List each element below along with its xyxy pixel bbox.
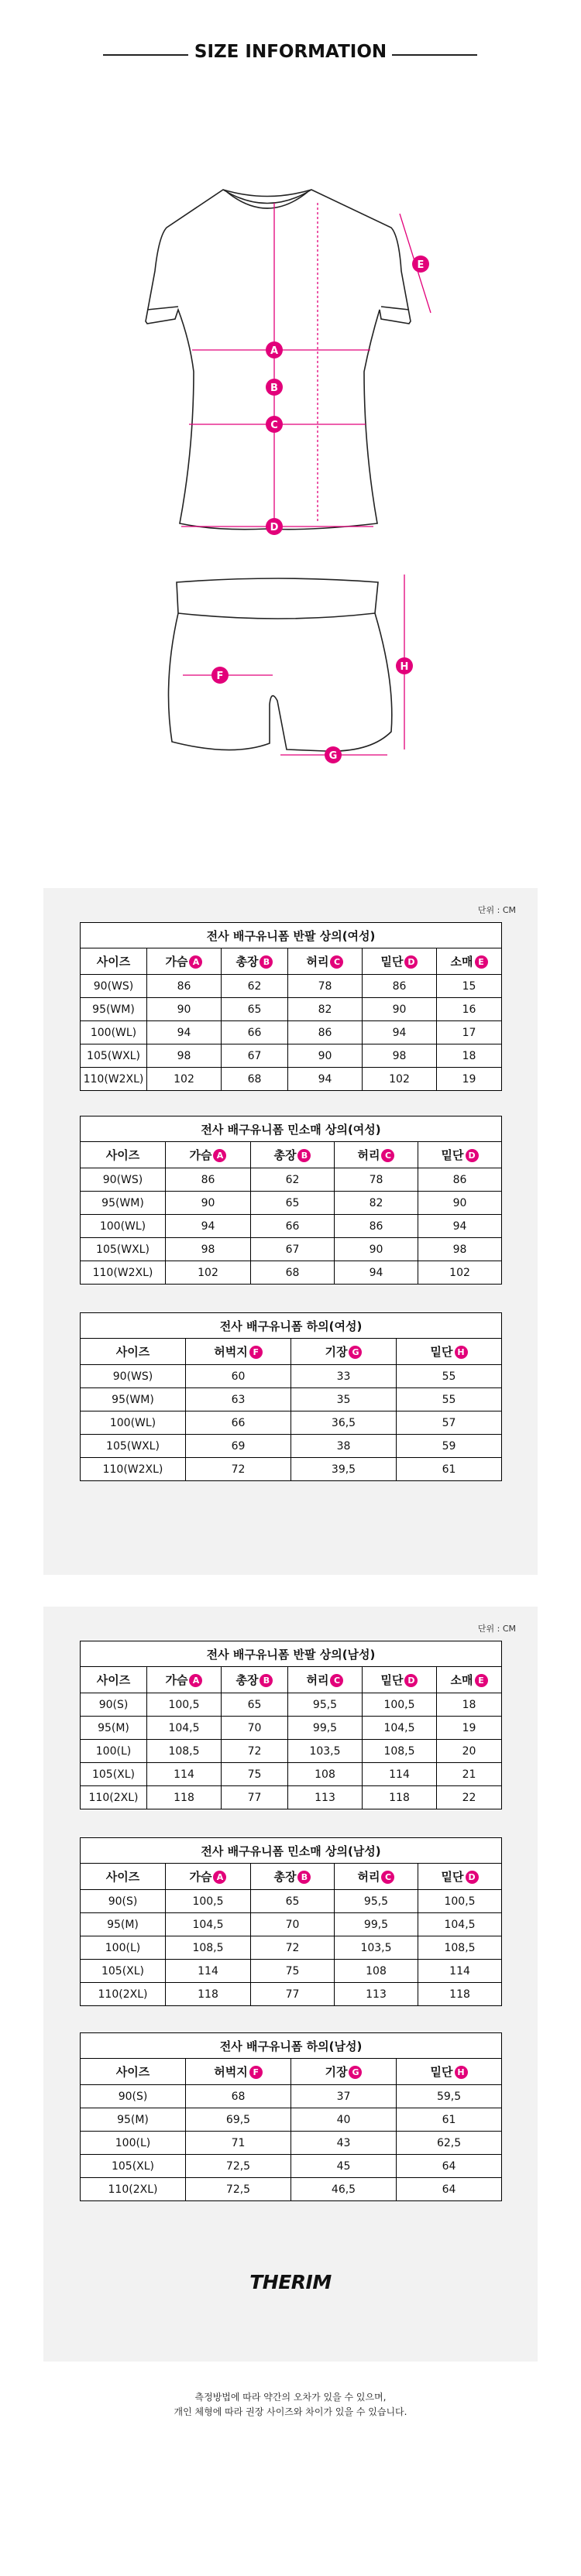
column-header-label: 가슴: [189, 1870, 212, 1884]
column-header: [147, 1667, 222, 1693]
table-row: [81, 2155, 502, 2178]
measure-cell: 86: [418, 1168, 502, 1192]
tshirt-drawing: [146, 190, 411, 530]
table-row: [81, 1435, 502, 1458]
table-row: [81, 975, 502, 998]
column-header: [147, 948, 222, 975]
size-cell: 90(S): [81, 2085, 186, 2108]
measure-badge: C: [381, 1149, 394, 1162]
size-table: [80, 922, 502, 1091]
column-header-label: 허리: [357, 1148, 380, 1162]
table-caption: 전사 배구유니폼 하의(남성): [81, 2033, 502, 2059]
measure-cell: 86: [147, 975, 222, 998]
size-cell: 100(L): [81, 1740, 147, 1763]
measure-cell: 114: [147, 1763, 222, 1786]
measure-cell: 86: [166, 1168, 251, 1192]
measure-cell: 90: [418, 1192, 502, 1215]
measure-badges: [211, 256, 429, 763]
measure-cell: 62: [222, 975, 288, 998]
measure-cell: 33: [291, 1365, 397, 1388]
measure-cell: 98: [363, 1044, 437, 1068]
brand-logo: THERIM: [249, 2271, 332, 2293]
column-header-label: 허벅지: [214, 1345, 248, 1359]
measure-cell: 94: [335, 1261, 418, 1285]
measure-cell: 104,5: [147, 1717, 222, 1740]
column-header: [418, 1864, 502, 1890]
column-header-label: 기장: [325, 2065, 348, 2079]
measure-cell: 68: [186, 2085, 291, 2108]
size-cell: 90(WS): [81, 1365, 186, 1388]
measure-badge: F: [249, 2066, 263, 2079]
size-table: [80, 1641, 502, 1809]
measure-cell: 18: [437, 1693, 502, 1717]
measure-cell: 104,5: [363, 1717, 437, 1740]
size-cell: 100(WL): [81, 1411, 186, 1435]
measure-cell: 118: [363, 1786, 437, 1809]
measure-cell: 90: [335, 1238, 418, 1261]
column-header-label: 허리: [306, 955, 329, 969]
measure-cell: 98: [418, 1238, 502, 1261]
measure-cell: 118: [418, 1983, 502, 2006]
measure-cell: 98: [147, 1044, 222, 1068]
measure-cell: 86: [288, 1021, 363, 1044]
measure-cell: 108: [288, 1763, 363, 1786]
column-header: [335, 1142, 418, 1168]
size-cell: 110(2XL): [81, 1786, 147, 1809]
measure-badge: G: [349, 1346, 362, 1359]
measure-cell: 108,5: [147, 1740, 222, 1763]
column-header-label: 총장: [273, 1870, 297, 1884]
column-header: [166, 1142, 251, 1168]
measure-cell: 72,5: [186, 2178, 291, 2201]
svg-text:B: B: [270, 382, 278, 394]
table-caption: 전사 배구유니폼 하의(여성): [81, 1313, 502, 1339]
measure-cell: 67: [251, 1238, 335, 1261]
table-row: [81, 1763, 502, 1786]
table-row: [81, 2108, 502, 2132]
measure-cell: 70: [251, 1913, 335, 1936]
unit-label: 단위 : CM: [477, 1624, 516, 1634]
measure-cell: 94: [363, 1021, 437, 1044]
column-header-label: 허벅지: [214, 2065, 248, 2079]
measure-cell: 86: [335, 1215, 418, 1238]
measure-cell: 57: [397, 1411, 502, 1435]
column-header: [251, 1142, 335, 1168]
measure-cell: 95,5: [335, 1890, 418, 1913]
column-header: [81, 1339, 186, 1365]
svg-text:A: A: [270, 345, 279, 357]
table-row: [81, 1740, 502, 1763]
table-row: [81, 1411, 502, 1435]
size-cell: 95(WM): [81, 1388, 186, 1411]
size-cell: 95(WM): [81, 1192, 166, 1215]
measure-cell: 65: [251, 1890, 335, 1913]
size-cell: 90(S): [81, 1693, 147, 1717]
size-cell: 105(XL): [81, 2155, 186, 2178]
measure-cell: 103,5: [335, 1936, 418, 1960]
footer-note: 측정방법에 따라 약간의 오차가 있을 수 있으며,: [194, 2392, 387, 2403]
svg-text:E: E: [417, 259, 425, 271]
measure-cell: 108: [335, 1960, 418, 1983]
size-cell: 90(S): [81, 1890, 166, 1913]
column-header-label: 허리: [306, 1673, 329, 1687]
garment-illustration: [0, 0, 581, 836]
measure-cell: 94: [418, 1215, 502, 1238]
measure-badge: A: [189, 955, 202, 969]
table-row: [81, 1044, 502, 1068]
table-row: [81, 1192, 502, 1215]
measure-badge: C: [381, 1871, 394, 1884]
measure-badge: D: [404, 955, 418, 969]
measure-cell: 94: [147, 1021, 222, 1044]
column-header-label: 총장: [235, 955, 259, 969]
measure-cell: 18: [437, 1044, 502, 1068]
measure-cell: 100,5: [363, 1693, 437, 1717]
table-row: [81, 1261, 502, 1285]
column-header: [363, 1667, 437, 1693]
measure-cell: 104,5: [418, 1913, 502, 1936]
column-header: [166, 1864, 251, 1890]
measure-cell: 113: [288, 1786, 363, 1809]
column-header: [397, 2059, 502, 2085]
measure-badge: B: [260, 955, 273, 969]
table-row: [81, 1717, 502, 1740]
measure-cell: 59,5: [397, 2085, 502, 2108]
measure-cell: 104,5: [166, 1913, 251, 1936]
measure-badge: E: [475, 1674, 488, 1687]
svg-text:H: H: [400, 661, 409, 673]
measure-cell: 68: [251, 1261, 335, 1285]
measure-cell: 72,5: [186, 2155, 291, 2178]
measure-cell: 90: [147, 998, 222, 1021]
measure-cell: 82: [288, 998, 363, 1021]
measure-cell: 40: [291, 2108, 397, 2132]
measure-cell: 69,5: [186, 2108, 291, 2132]
column-header-label: 가슴: [189, 1148, 212, 1162]
measure-cell: 55: [397, 1365, 502, 1388]
measure-badge: C: [330, 955, 343, 969]
column-header-label: 밑단: [380, 1673, 404, 1687]
measure-cell: 77: [251, 1983, 335, 2006]
size-cell: 95(M): [81, 1913, 166, 1936]
size-cell: 105(WXL): [81, 1238, 166, 1261]
column-header: [81, 1142, 166, 1168]
measure-cell: 37: [291, 2085, 397, 2108]
column-header: [81, 948, 147, 975]
column-header: [288, 948, 363, 975]
measure-cell: 69: [186, 1435, 291, 1458]
measure-cell: 99,5: [335, 1913, 418, 1936]
measure-cell: 62,5: [397, 2132, 502, 2155]
size-cell: 110(W2XL): [81, 1068, 147, 1091]
size-cell: 105(WXL): [81, 1044, 147, 1068]
measure-cell: 17: [437, 1021, 502, 1044]
column-header-label: 소매: [450, 955, 473, 969]
table-caption: 전사 배구유니폼 반팔 상의(남성): [81, 1641, 502, 1667]
svg-text:G: G: [328, 750, 338, 762]
size-cell: 105(XL): [81, 1763, 147, 1786]
shorts-drawing: [169, 578, 392, 751]
column-header-label: 사이즈: [105, 1870, 140, 1884]
column-header: [418, 1142, 502, 1168]
measure-badge: B: [297, 1871, 311, 1884]
table-row: [81, 1913, 502, 1936]
column-header-label: 밑단: [430, 2065, 453, 2079]
table-row: [81, 1693, 502, 1717]
measure-cell: 66: [186, 1411, 291, 1435]
column-header: [81, 2059, 186, 2085]
column-header: [291, 2059, 397, 2085]
svg-text:C: C: [270, 420, 278, 431]
column-header: [186, 2059, 291, 2085]
measure-cell: 55: [397, 1388, 502, 1411]
measure-cell: 102: [147, 1068, 222, 1091]
size-cell: 90(WS): [81, 975, 147, 998]
size-table: [80, 1837, 502, 2006]
measure-cell: 78: [335, 1168, 418, 1192]
size-cell: 100(L): [81, 2132, 186, 2155]
column-header: [397, 1339, 502, 1365]
svg-text:D: D: [270, 522, 279, 533]
column-header: [186, 1339, 291, 1365]
measure-badge: E: [475, 955, 488, 969]
table-caption: 전사 배구유니폼 반팔 상의(여성): [81, 923, 502, 948]
table-row: [81, 1168, 502, 1192]
measure-cell: 20: [437, 1740, 502, 1763]
measure-cell: 118: [147, 1786, 222, 1809]
measure-cell: 75: [251, 1960, 335, 1983]
measure-cell: 72: [251, 1936, 335, 1960]
measure-cell: 70: [222, 1717, 288, 1740]
column-header-label: 가슴: [165, 955, 188, 969]
column-header-label: 총장: [273, 1148, 297, 1162]
measure-cell: 99,5: [288, 1717, 363, 1740]
measure-cell: 66: [251, 1215, 335, 1238]
column-header-label: 총장: [235, 1673, 259, 1687]
measure-cell: 59: [397, 1435, 502, 1458]
table-row: [81, 1215, 502, 1238]
measure-cell: 64: [397, 2155, 502, 2178]
size-cell: 95(M): [81, 2108, 186, 2132]
measure-cell: 61: [397, 2108, 502, 2132]
measure-cell: 62: [251, 1168, 335, 1192]
measure-badge: F: [249, 1346, 263, 1359]
measure-cell: 72: [222, 1740, 288, 1763]
size-cell: 110(W2XL): [81, 1261, 166, 1285]
column-header: [437, 1667, 502, 1693]
column-header: [251, 1864, 335, 1890]
measure-cell: 118: [166, 1983, 251, 2006]
measure-cell: 71: [186, 2132, 291, 2155]
measure-cell: 102: [418, 1261, 502, 1285]
measure-cell: 36,5: [291, 1411, 397, 1435]
measure-cell: 66: [222, 1021, 288, 1044]
column-header-label: 허리: [357, 1870, 380, 1884]
measure-cell: 61: [397, 1458, 502, 1481]
table-row: [81, 1458, 502, 1481]
measure-badge: H: [455, 2066, 468, 2079]
measure-cell: 102: [363, 1068, 437, 1091]
measure-cell: 100,5: [147, 1693, 222, 1717]
column-header-label: 밑단: [430, 1345, 453, 1359]
measure-cell: 95,5: [288, 1693, 363, 1717]
size-cell: 100(L): [81, 1936, 166, 1960]
table-row: [81, 1983, 502, 2006]
measure-cell: 65: [222, 998, 288, 1021]
column-header: [288, 1667, 363, 1693]
column-header-label: 밑단: [380, 955, 404, 969]
size-cell: 110(2XL): [81, 1983, 166, 2006]
measure-cell: 38: [291, 1435, 397, 1458]
measure-cell: 108,5: [418, 1936, 502, 1960]
column-header: [222, 948, 288, 975]
measure-cell: 114: [166, 1960, 251, 1983]
table-row: [81, 1890, 502, 1913]
measure-cell: 64: [397, 2178, 502, 2201]
measure-cell: 77: [222, 1786, 288, 1809]
measure-cell: 68: [222, 1068, 288, 1091]
table-row: [81, 1365, 502, 1388]
size-cell: 110(2XL): [81, 2178, 186, 2201]
size-cell: 90(WS): [81, 1168, 166, 1192]
measure-badge: D: [466, 1871, 479, 1884]
column-header: [291, 1339, 397, 1365]
column-header-label: 사이즈: [96, 955, 131, 969]
measure-cell: 90: [288, 1044, 363, 1068]
svg-text:F: F: [216, 671, 224, 682]
column-header-label: 사이즈: [105, 1148, 140, 1162]
measure-cell: 108,5: [166, 1936, 251, 1960]
column-header: [81, 1667, 147, 1693]
measure-cell: 94: [288, 1068, 363, 1091]
size-cell: 95(WM): [81, 998, 147, 1021]
size-table: [80, 1116, 502, 1285]
measure-cell: 98: [166, 1238, 251, 1261]
measure-cell: 90: [166, 1192, 251, 1215]
table-row: [81, 1388, 502, 1411]
column-header-label: 소매: [450, 1673, 473, 1687]
table-caption: 전사 배구유니폼 민소매 상의(남성): [81, 1838, 502, 1864]
column-header: [437, 948, 502, 975]
table-row: [81, 1021, 502, 1044]
measure-cell: 72: [186, 1458, 291, 1481]
footer-note: 개인 체형에 따라 권장 사이즈와 차이가 있을 수 있습니다.: [174, 2406, 407, 2417]
measure-cell: 94: [166, 1215, 251, 1238]
measure-cell: 100,5: [166, 1890, 251, 1913]
measure-cell: 60: [186, 1365, 291, 1388]
table-row: [81, 1786, 502, 1809]
measure-badge: A: [213, 1149, 226, 1162]
measure-cell: 39,5: [291, 1458, 397, 1481]
measure-cell: 65: [251, 1192, 335, 1215]
column-header-label: 기장: [325, 1345, 348, 1359]
measure-badge: A: [213, 1871, 226, 1884]
measure-cell: 114: [363, 1763, 437, 1786]
column-header-label: 사이즈: [96, 1673, 131, 1687]
page-title: SIZE INFORMATION: [194, 42, 387, 62]
measure-cell: 90: [363, 998, 437, 1021]
measure-badge: A: [189, 1674, 202, 1687]
column-header-label: 밑단: [441, 1148, 464, 1162]
measure-badge: B: [260, 1674, 273, 1687]
measure-cell: 114: [418, 1960, 502, 1983]
measure-cell: 67: [222, 1044, 288, 1068]
column-header: [81, 1864, 166, 1890]
measure-badge: H: [455, 1346, 468, 1359]
table-row: [81, 1936, 502, 1960]
measure-cell: 15: [437, 975, 502, 998]
measure-badge: D: [404, 1674, 418, 1687]
size-cell: 100(WL): [81, 1215, 166, 1238]
table-row: [81, 1960, 502, 1983]
measure-badge: D: [466, 1149, 479, 1162]
table-caption: 전사 배구유니폼 민소매 상의(여성): [81, 1116, 502, 1142]
size-cell: 105(WXL): [81, 1435, 186, 1458]
unit-label: 단위 : CM: [477, 905, 516, 915]
measure-badge: C: [330, 1674, 343, 1687]
column-header: [363, 948, 437, 975]
measure-cell: 82: [335, 1192, 418, 1215]
measure-cell: 103,5: [288, 1740, 363, 1763]
measure-cell: 43: [291, 2132, 397, 2155]
column-header: [335, 1864, 418, 1890]
table-row: [81, 1238, 502, 1261]
measure-cell: 63: [186, 1388, 291, 1411]
measure-cell: 19: [437, 1717, 502, 1740]
size-cell: 105(XL): [81, 1960, 166, 1983]
measure-cell: 108,5: [363, 1740, 437, 1763]
size-panel-men: [43, 1607, 538, 2362]
table-row: [81, 2132, 502, 2155]
measure-cell: 78: [288, 975, 363, 998]
table-row: [81, 2178, 502, 2201]
table-row: [81, 1068, 502, 1091]
measure-cell: 46,5: [291, 2178, 397, 2201]
column-header-label: 가슴: [165, 1673, 188, 1687]
measure-cell: 113: [335, 1983, 418, 2006]
column-header: [222, 1667, 288, 1693]
measure-cell: 45: [291, 2155, 397, 2178]
measure-badge: B: [297, 1149, 311, 1162]
measure-cell: 86: [363, 975, 437, 998]
size-cell: 100(WL): [81, 1021, 147, 1044]
size-cell: 95(M): [81, 1717, 147, 1740]
measure-cell: 16: [437, 998, 502, 1021]
column-header-label: 사이즈: [115, 1345, 150, 1359]
size-panel-women: [43, 888, 538, 1575]
size-table: [80, 2032, 502, 2201]
measure-cell: 100,5: [418, 1890, 502, 1913]
table-row: [81, 998, 502, 1021]
measure-cell: 102: [166, 1261, 251, 1285]
measure-cell: 19: [437, 1068, 502, 1091]
column-header-label: 사이즈: [115, 2065, 150, 2079]
measure-badge: G: [349, 2066, 362, 2079]
measure-cell: 75: [222, 1763, 288, 1786]
column-header-label: 밑단: [441, 1870, 464, 1884]
size-cell: 110(W2XL): [81, 1458, 186, 1481]
table-row: [81, 2085, 502, 2108]
measure-cell: 21: [437, 1763, 502, 1786]
measure-cell: 35: [291, 1388, 397, 1411]
measure-cell: 65: [222, 1693, 288, 1717]
size-table: [80, 1312, 502, 1481]
measure-cell: 22: [437, 1786, 502, 1809]
